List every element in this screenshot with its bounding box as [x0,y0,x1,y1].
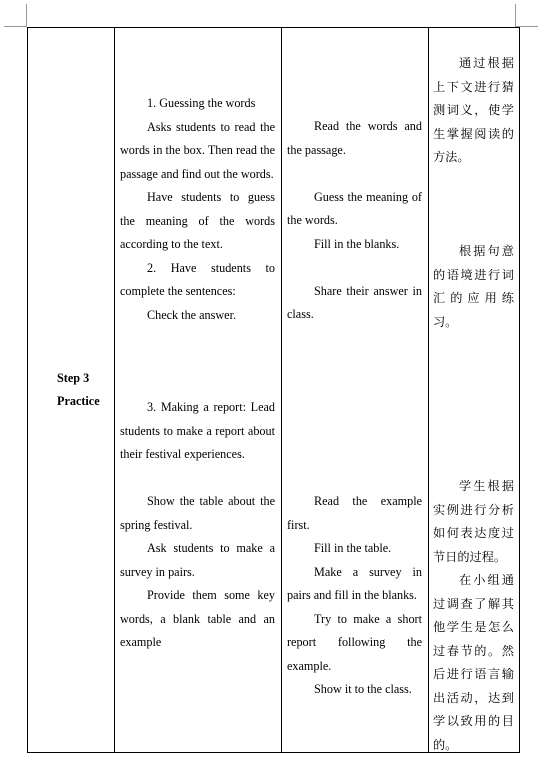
student-step: Fill in the blanks. [314,236,400,251]
student-step: Guess the meaning of the words. [287,189,422,227]
purpose-text: 通过根据上下文进行猜测词义，使学生掌握阅读的方法。 [433,56,514,164]
crop-mark-top-right [515,4,538,27]
student-block-report [287,490,422,702]
purpose-text: 在小组通过调查了解其他学生是怎么过春节的。然后进行语言输出活动，达到学以致用的目的。 [433,573,514,752]
purpose-text: 根据句意的语境进行词汇的应用练习。 [433,244,514,329]
student-step: Read the example first. [287,494,422,532]
item2-text: Check the answer. [147,307,237,322]
purpose-block-2 [433,240,514,334]
student-step: Show it to the class. [314,682,412,696]
student-block-vocabulary [287,115,422,327]
teacher-activity-cell [115,28,282,753]
crop-mark-top-left [4,4,27,27]
item3-text: Show the table about the spring festival. [120,494,275,532]
student-step: Read the words and the passage. [287,119,422,157]
stage-name: Practice [57,394,100,408]
item3-text: Provide them some key words, a blank table and an example [120,588,275,649]
purpose-text: 学生根据实例进行分析如何表达度过节日的过程。 [433,479,514,564]
item3-text: Ask students to make a survey in pairs. [120,541,275,579]
purpose-block-3 [433,475,514,757]
item3-title: 3. Making a report: Lead students to make a report about their festival experiences. [120,400,275,461]
purpose-block-1 [433,52,514,170]
item1-text: Have students to guess the meaning of the words according to the text. [120,190,275,251]
student-step: Try to make a short report following the example. [287,611,422,673]
student-step: Share their answer in class. [287,283,422,321]
stage-step: Step 3 [57,370,90,385]
lesson-plan-table [27,27,520,753]
item1-title: 1. Guessing the words [147,96,256,110]
student-activity-cell [282,28,429,753]
item2-title: 2. Have students to complete the sentences: [120,260,275,298]
teacher-block-vocabulary [120,92,275,327]
table-row [28,28,520,753]
item1-text: Asks students to read the words in the box. Then read the passage and find out the words. [120,119,275,181]
stage-cell [28,28,115,753]
purpose-cell [429,28,520,753]
teacher-block-report [120,396,275,655]
student-step: Fill in the table. [314,541,392,555]
student-step: Make a survey in pairs and fill in the blanks. [287,564,422,602]
